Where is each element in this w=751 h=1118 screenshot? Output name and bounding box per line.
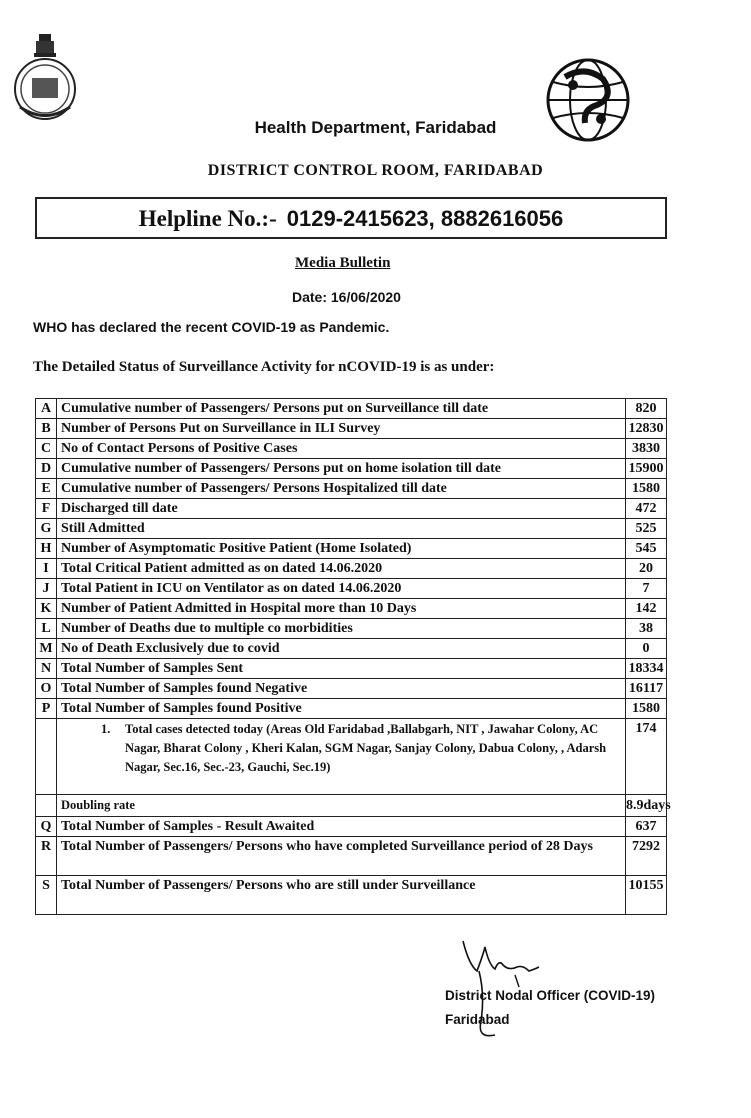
row-code: L (36, 619, 57, 639)
row-value: 820 (626, 399, 667, 419)
helpline-label: Helpline No.:- (138, 206, 277, 231)
today-cases-cell (57, 719, 626, 795)
row-code: N (36, 659, 57, 679)
table-row (36, 817, 667, 837)
table-row (36, 699, 667, 719)
doubling-rate-label: Doubling rate (57, 795, 626, 817)
row-value: 38 (626, 619, 667, 639)
table-row (36, 399, 667, 419)
officer-city: Faridabad (445, 1012, 510, 1027)
helpline-numbers: 0129-2415623, 8882616056 (286, 206, 564, 231)
table-row (36, 439, 667, 459)
row-code: M (36, 639, 57, 659)
table-row (36, 419, 667, 439)
row-label: Total Number of Passengers/ Persons who are still under Surveillance (57, 876, 626, 915)
row-value: 472 (626, 499, 667, 519)
table-row (36, 639, 667, 659)
row-code: A (36, 399, 57, 419)
nodal-officer-title: District Nodal Officer (COVID-19) (445, 988, 656, 1003)
table-row (36, 459, 667, 479)
row-value: 1580 (626, 479, 667, 499)
today-cases-number: 1. (101, 722, 111, 736)
row-value: 7 (626, 579, 667, 599)
row-code: K (36, 599, 57, 619)
row-value: 142 (626, 599, 667, 619)
row-code: O (36, 679, 57, 699)
row-value: 637 (626, 817, 667, 837)
row-value: 0 (626, 639, 667, 659)
row-code: I (36, 559, 57, 579)
bulletin-title: Media Bulletin (295, 255, 391, 271)
table-row (36, 679, 667, 699)
row-value: 7292 (626, 837, 667, 876)
row-label: Still Admitted (57, 519, 626, 539)
row-code: F (36, 499, 57, 519)
row-label: Number of Asymptomatic Positive Patient (Home Isolated) (57, 539, 626, 559)
table-row (36, 599, 667, 619)
today-cases-row (36, 719, 667, 795)
row-value: 20 (626, 559, 667, 579)
doubling-rate-value: 8.9days (626, 795, 667, 817)
row-label: Total Number of Samples found Negative (57, 679, 626, 699)
table-row (36, 579, 667, 599)
table-row (36, 559, 667, 579)
row-label: Total Number of Samples found Positive (57, 699, 626, 719)
row-label: Number of Deaths due to multiple co morbidities (57, 619, 626, 639)
table-row (36, 837, 667, 876)
row-code: R (36, 837, 57, 876)
doubling-rate-row (36, 795, 667, 817)
row-label: Cumulative number of Passengers/ Persons put on Surveillance till date (57, 399, 626, 419)
row-code: B (36, 419, 57, 439)
row-value: 15900 (626, 459, 667, 479)
row-label: Total Number of Samples Sent (57, 659, 626, 679)
today-cases-text: Total cases detected today (Areas Old Faridabad ,Ballabgarh, NIT , Jawahar Colony, AC Nagar, Bharat Colony , Kheri Kalan, SGM Nagar, Sanjay Colony, Dabua Colony, , Adarsh Nagar, Sec.16, Sec.-23, Gauchi, Sec.19) (125, 722, 607, 774)
table-row (36, 479, 667, 499)
row-code: Q (36, 817, 57, 837)
row-label: Total Number of Passengers/ Persons who have completed Surveillance period of 28 Days (57, 837, 626, 876)
helpline-box (35, 197, 667, 239)
row-label: No of Contact Persons of Positive Cases (57, 439, 626, 459)
table-row (36, 659, 667, 679)
who-statement: WHO has declared the recent COVID-19 as Pandemic. (33, 319, 390, 335)
row-label: Total Number of Samples - Result Awaited (57, 817, 626, 837)
bulletin-date: Date: 16/06/2020 (292, 289, 401, 305)
table-row (36, 619, 667, 639)
row-code: J (36, 579, 57, 599)
row-label: Cumulative number of Passengers/ Persons put on home isolation till date (57, 459, 626, 479)
table-row (36, 519, 667, 539)
row-code: C (36, 439, 57, 459)
row-value: 1580 (626, 699, 667, 719)
row-value: 3830 (626, 439, 667, 459)
row-label: No of Death Exclusively due to covid (57, 639, 626, 659)
row-code: P (36, 699, 57, 719)
row-value: 18334 (626, 659, 667, 679)
row-value: 525 (626, 519, 667, 539)
row-label: Total Critical Patient admitted as on dated 14.06.2020 (57, 559, 626, 579)
row-label: Number of Patient Admitted in Hospital more than 10 Days (57, 599, 626, 619)
row-label: Discharged till date (57, 499, 626, 519)
row-label: Total Patient in ICU on Ventilator as on dated 14.06.2020 (57, 579, 626, 599)
row-value: 12830 (626, 419, 667, 439)
row-value: 545 (626, 539, 667, 559)
row-code: D (36, 459, 57, 479)
row-code: G (36, 519, 57, 539)
row-label: Number of Persons Put on Surveillance in ILI Survey (57, 419, 626, 439)
department-title: Health Department, Faridabad (254, 118, 497, 137)
table-row (36, 876, 667, 915)
surveillance-table (35, 398, 671, 915)
row-code: E (36, 479, 57, 499)
haryana-emblem-icon (10, 32, 80, 122)
table-row (36, 539, 667, 559)
row-value: 10155 (626, 876, 667, 915)
row-value: 16117 (626, 679, 667, 699)
row-code: S (36, 876, 57, 915)
today-cases-value: 174 (626, 719, 667, 795)
row-label: Cumulative number of Passengers/ Persons Hospitalized till date (57, 479, 626, 499)
detail-heading: The Detailed Status of Surveillance Activity for nCOVID-19 is as under: (33, 359, 495, 375)
control-room-title: DISTRICT CONTROL ROOM, FARIDABAD (207, 162, 544, 179)
table-row (36, 499, 667, 519)
row-code: H (36, 539, 57, 559)
